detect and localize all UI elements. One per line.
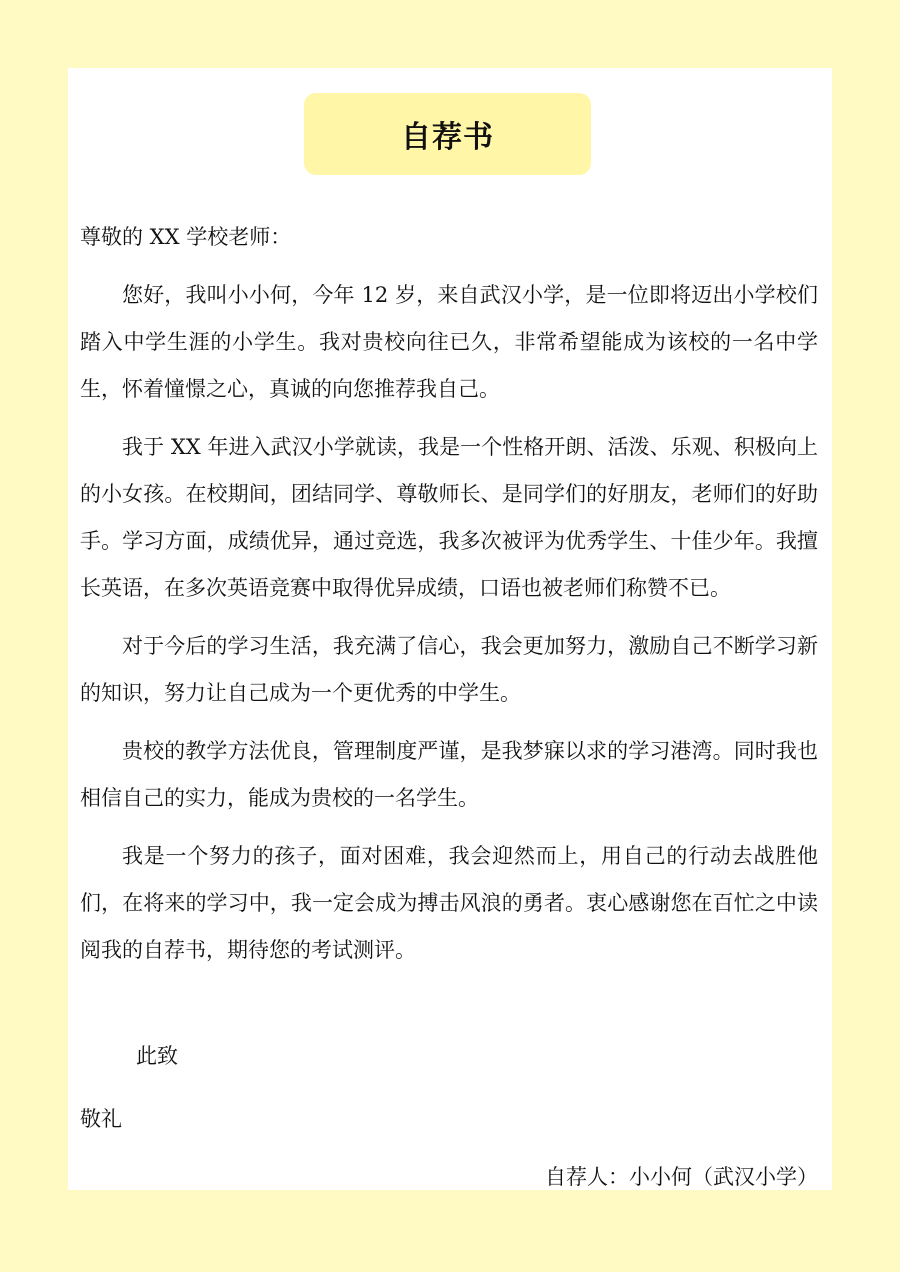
- paragraph-future: 对于今后的学习生活，我充满了信心，我会更加努力，激励自己不断学习新的知识，努力让自己成为一个更优秀的中学生。: [80, 634, 818, 705]
- closing-jingli: 敬礼: [80, 1107, 122, 1131]
- title-banner: [304, 93, 591, 175]
- paragraph-school: 贵校的教学方法优良，管理制度严谨，是我梦寐以求的学习港湾。同时我也相信自己的实力，能成为贵校的一名学生。: [80, 739, 818, 810]
- signature: 自荐人：小小何（武汉小学）: [545, 1165, 818, 1189]
- closing-zhizhi: 此致: [136, 1044, 178, 1068]
- letter-paper: [68, 68, 832, 1190]
- salutation: 尊敬的 XX 学校老师：: [80, 225, 292, 249]
- paragraph-intro: 您好，我叫小小何，今年 12 岁，来自武汉小学，是一位即将迈出小学校们踏入中学生涯的小学生。我对贵校向往已久，非常希望能成为该校的一名中学生，怀着憧憬之心，真诚的向您推荐我自己。: [80, 283, 818, 401]
- letter-title: 自荐书: [401, 120, 494, 155]
- paragraph-conclusion: 我是一个努力的孩子，面对困难，我会迎然而上，用自己的行动去战胜他们，在将来的学习中，我一定会成为搏击风浪的勇者。衷心感谢您在百忙之中读阅我的自荐书，期待您的考试测评。: [80, 844, 818, 962]
- paragraph-background: 我于 XX 年进入武汉小学就读，我是一个性格开朗、活泼、乐观、积极向上的小女孩。在校期间，团结同学、尊敬师长、是同学们的好朋友，老师们的好助手。学习方面，成绩优异，通过竞选，我多次被评为优秀学生、十佳少年。我擅长英语，在多次英语竞赛中取得优异成绩，口语也被老师们称赞不已。: [80, 435, 818, 600]
- letter-body: [80, 214, 818, 985]
